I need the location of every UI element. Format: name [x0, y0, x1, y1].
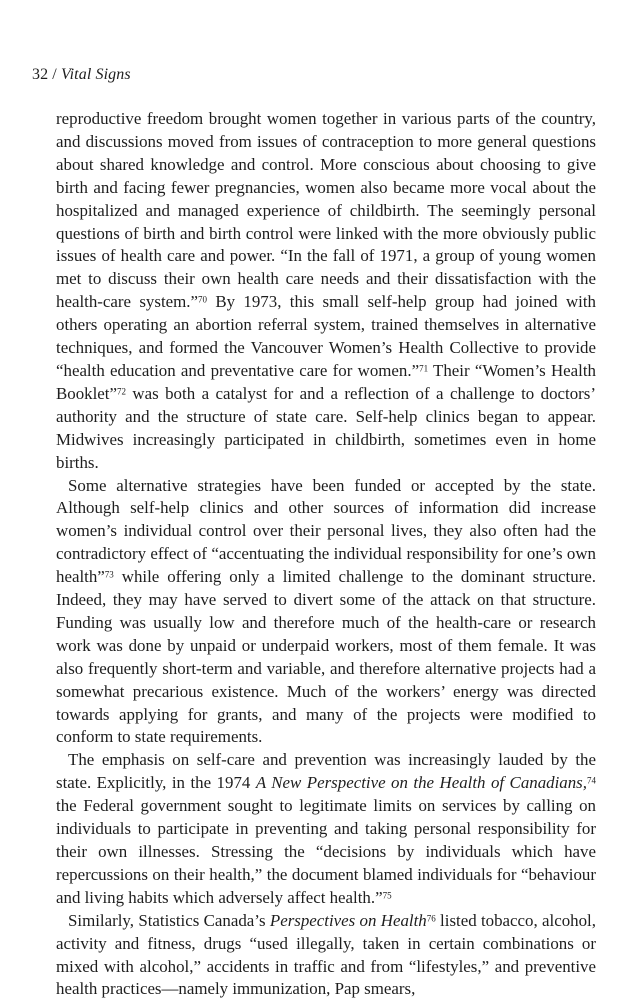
footnote-ref: 75	[382, 890, 392, 901]
footnote-ref: 72	[116, 386, 126, 397]
text-run: Some alternative strategies have been funded or accepted by the state. Although self-help clinics and other sources of information did increase women’s individual control over their personal lives, they also often had the contradictory effect of “accentuating the individual responsibility for one’s own health”	[56, 475, 596, 587]
paragraph	[56, 475, 596, 750]
paragraph	[56, 749, 596, 909]
italic-title: A New Perspective on the Health of Canadians,	[255, 773, 587, 793]
text-run: The emphasis on self-care and prevention was increasingly lauded by the state. Explicitly, in the 1974	[56, 750, 596, 793]
body-text	[56, 108, 596, 1001]
book-title: Vital Signs	[60, 66, 131, 83]
paragraph	[56, 108, 596, 475]
footnote-ref: 76	[426, 913, 436, 924]
text-run: while offering only a limited challenge to the dominant structure. Indeed, they may have served to divert some of the attack on that structure. Funding was usually low and therefore much of the health-care or research work was done by unpaid or underpaid workers, most of them female. It was also frequently short-term and variable, and therefore alternative projects had a somewhat precarious existence. Much of the workers’ energy was directed towards applying for grants, and many of the projects were modified to conform to state requirements.	[56, 567, 596, 747]
footnote-ref: 71	[419, 363, 429, 374]
text-run: listed tobacco, alcohol, activity and fitness, drugs “used illegally, taken in certain combinations or mixed with alcohol,” accidents in traffic and from “lifestyles,” and preventive health practices—namely immunization, Pap smears,	[56, 910, 596, 999]
text-run: Their “Women’s Health Booklet”	[56, 360, 596, 403]
text-run: reproductive freedom brought women together in various parts of the country, and discussions moved from issues of contraception to more general questions about shared knowledge and control. More conscious about choosing to give birth and facing fewer pregnancies, women also became more vocal about the hospitalized and managed experience of childbirth. The seemingly personal questions of birth and birth control were linked with the more obviously public issues of health care and power. “In the fall of 1971, a group of young women met to discuss their own health care needs and their dissatisfaction with the health-care system.”	[56, 109, 596, 312]
page-number: 32	[32, 66, 49, 83]
paragraph	[56, 910, 596, 1001]
italic-title: Perspectives on Health	[269, 910, 427, 930]
text-run: By 1973, this small self-help group had joined with others operating an abortion referral system, trained themselves in alternative techniques, and formed the Vancouver Women’s Health Collective to provide “health education and preventative care for women.”	[56, 292, 596, 380]
text-run: the Federal government sought to legitimate limits on services by calling on individuals to participate in preventing and taking personal responsibility for their own illnesses. Stressing the “decisions by individuals which have repercussions on their health,” the document blamed individuals for “behaviour and living habits which adversely affect health.”	[56, 796, 596, 907]
footnote-ref: 70	[198, 294, 207, 305]
running-head	[32, 64, 131, 86]
text-run: Similarly, Statistics Canada’s	[68, 910, 270, 930]
footnote-ref: 73	[104, 569, 114, 580]
text-run: was both a catalyst for and a reflection of a challenge to doctors’ authority and the structure of state care. Self-help clinics began to appear. Midwives increasingly participated in childbirth, sometimes even in home births.	[56, 383, 596, 472]
footnote-ref: 74	[586, 775, 596, 786]
header-separator: /	[48, 66, 61, 83]
